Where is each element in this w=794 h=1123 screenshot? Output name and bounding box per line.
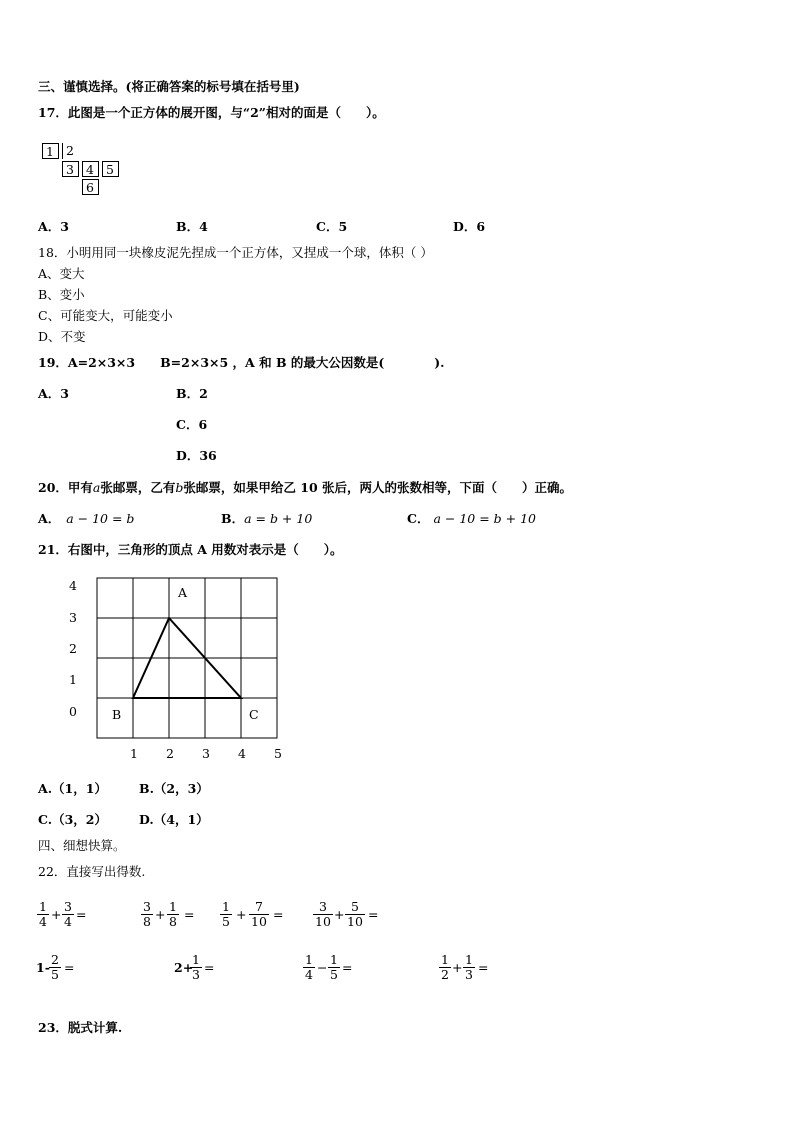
q20-option-label: B． xyxy=(221,511,245,526)
q21-option-d[interactable]: D.（4，1） xyxy=(139,812,209,827)
denominator: 4 xyxy=(39,914,47,929)
question-19-stem: 19．A=2×3×3 B=2×3×5 ，A 和 B 的最大公因数是( ). xyxy=(38,355,445,370)
operator: + xyxy=(51,907,62,922)
fraction xyxy=(329,953,339,982)
q18-option-a[interactable]: A、变大 xyxy=(38,266,85,281)
q17-option-c[interactable]: C．5 xyxy=(316,219,348,234)
fraction xyxy=(440,953,450,982)
x-tick-2: 2 xyxy=(166,746,174,761)
question-22-stem: 22．直接写出得数. xyxy=(38,864,146,879)
fraction xyxy=(346,900,364,929)
fraction xyxy=(142,900,152,929)
question-23-stem: 23．脱式计算. xyxy=(38,1020,123,1035)
numerator: 1 xyxy=(330,952,338,967)
vertex-a-label: A xyxy=(178,585,188,600)
numerator: 1 xyxy=(305,952,313,967)
fraction xyxy=(464,953,474,982)
q18-option-c[interactable]: C、可能变大，可能变小 xyxy=(38,308,173,323)
net-face-4: 4 xyxy=(82,161,99,177)
q20-option-c[interactable] xyxy=(407,511,536,527)
q20-stem-part: 张邮票，如果甲给乙 10 张后，两人的张数相等，下面（ ）正确。 xyxy=(183,480,572,495)
fraction xyxy=(304,953,314,982)
vertex-c-label: C xyxy=(249,707,259,722)
q20-var-b: b xyxy=(175,480,184,495)
q17-option-a[interactable]: A．3 xyxy=(38,219,69,234)
equals-sign: = xyxy=(204,960,215,975)
numerator: 2 xyxy=(51,952,59,967)
net-face-5: 5 xyxy=(102,161,119,177)
leading-term: 1- xyxy=(36,960,50,975)
denominator: 5 xyxy=(330,967,338,982)
question-17-stem: 17．此图是一个正方体的展开图，与“2”相对的面是（ ）。 xyxy=(38,105,385,120)
numerator: 1 xyxy=(465,952,473,967)
fraction xyxy=(314,900,332,929)
net-face-1: 1 xyxy=(42,143,59,159)
q21-option-c[interactable]: C.（3，2） xyxy=(38,812,107,827)
x-tick-3: 3 xyxy=(202,746,210,761)
net-face-2: 2 xyxy=(62,143,79,159)
q20-option-label: C． xyxy=(407,511,430,526)
operator: + xyxy=(155,907,166,922)
equals-sign: = xyxy=(478,960,489,975)
fraction xyxy=(50,953,60,982)
question-20-stem xyxy=(38,480,572,496)
denominator: 5 xyxy=(222,914,230,929)
operator: + xyxy=(334,907,345,922)
q20-option-expr: a = b + 10 xyxy=(244,511,313,526)
numerator: 1 xyxy=(222,899,230,914)
leading-term: 2+ xyxy=(174,960,194,975)
q20-stem-part: 20．甲有 xyxy=(38,480,93,495)
denominator: 3 xyxy=(192,967,200,982)
denominator: 5 xyxy=(51,967,59,982)
y-tick-3: 3 xyxy=(69,610,77,625)
question-18-stem: 18．小明用同一块橡皮泥先捏成一个正方体，又捏成一个球，体积（ ） xyxy=(38,245,433,260)
fraction xyxy=(168,900,178,929)
numerator: 1 xyxy=(192,952,200,967)
denominator: 4 xyxy=(64,914,72,929)
denominator: 2 xyxy=(441,967,449,982)
x-tick-4: 4 xyxy=(238,746,246,761)
vertex-b-label: B xyxy=(112,707,122,722)
numerator: 1 xyxy=(169,899,177,914)
q20-var-a: a xyxy=(92,480,101,495)
fraction xyxy=(191,953,201,982)
y-tick-0: 0 xyxy=(69,704,77,719)
numerator: 3 xyxy=(143,899,151,914)
numerator: 1 xyxy=(39,899,47,914)
denominator: 8 xyxy=(169,914,177,929)
operator: + xyxy=(236,907,247,922)
numerator: 1 xyxy=(441,952,449,967)
q19-option-a[interactable]: A．3 xyxy=(38,386,69,401)
numerator: 3 xyxy=(318,899,327,914)
fraction xyxy=(63,900,73,929)
y-tick-4: 4 xyxy=(69,578,77,593)
q20-option-label: A． xyxy=(38,511,61,526)
q21-option-a[interactable]: A.（1，1） xyxy=(38,781,107,796)
q18-option-d[interactable]: D、不变 xyxy=(38,329,86,344)
q19-option-b[interactable]: B．2 xyxy=(176,386,208,401)
denominator: 8 xyxy=(143,914,151,929)
denominator: 3 xyxy=(465,967,473,982)
fraction xyxy=(38,900,48,929)
y-tick-2: 2 xyxy=(69,641,77,656)
q20-option-expr: a − 10 = b xyxy=(66,511,135,526)
x-tick-1: 1 xyxy=(130,746,138,761)
net-face-6: 6 xyxy=(82,179,99,195)
q20-option-a[interactable] xyxy=(38,511,134,527)
denominator: 10 xyxy=(251,914,267,929)
numerator: 3 xyxy=(64,899,72,914)
q18-option-b[interactable]: B、变小 xyxy=(38,287,85,302)
q20-stem-part: 张邮票，乙有 xyxy=(100,480,176,495)
equals-sign: = xyxy=(76,907,87,922)
numerator: 7 xyxy=(254,899,263,914)
operator: + xyxy=(452,960,463,975)
fraction xyxy=(221,900,231,929)
equals-sign: = xyxy=(64,960,75,975)
section-title: 三、谨慎选择。(将正确答案的标号填在括号里) xyxy=(38,79,300,94)
q21-option-b[interactable]: B.（2，3） xyxy=(139,781,209,796)
net-face-3: 3 xyxy=(62,161,79,177)
section-title: 四、细想快算。 xyxy=(38,838,126,853)
equals-sign: = xyxy=(368,907,379,922)
denominator: 4 xyxy=(305,967,313,982)
equals-sign: = xyxy=(184,907,195,922)
q20-option-expr: a − 10 = b + 10 xyxy=(433,511,536,526)
q17-option-b[interactable]: B．4 xyxy=(176,219,208,234)
denominator: 10 xyxy=(315,914,331,929)
q20-option-b[interactable] xyxy=(221,511,312,527)
denominator: 10 xyxy=(347,914,363,929)
y-tick-1: 1 xyxy=(69,672,77,687)
numerator: 5 xyxy=(350,899,359,914)
q17-option-d[interactable]: D．6 xyxy=(453,219,486,234)
q19-option-c[interactable]: C．6 xyxy=(176,417,208,432)
coordinate-grid xyxy=(60,572,300,768)
operator: − xyxy=(317,960,328,975)
q19-option-d[interactable]: D．36 xyxy=(176,448,217,463)
fraction xyxy=(250,900,268,929)
question-21-stem: 21．右图中，三角形的顶点 A 用数对表示是（ ）。 xyxy=(38,542,343,557)
equals-sign: = xyxy=(342,960,353,975)
equals-sign: = xyxy=(273,907,284,922)
x-tick-5: 5 xyxy=(274,746,282,761)
